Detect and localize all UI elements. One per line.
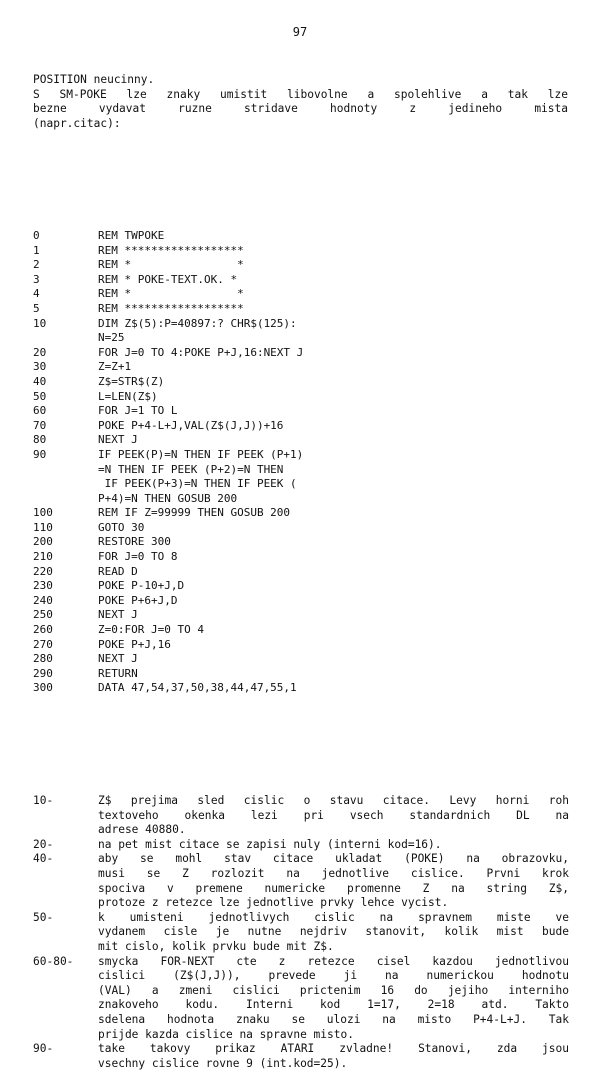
code-statement: IF PEEK(P)=N THEN IF PEEK (P+1) xyxy=(98,447,304,461)
line-number: 270 xyxy=(33,637,53,651)
note-text-line: cislici (Z$(J,J)), prevede ji na numerickou hodnotu xyxy=(98,969,569,983)
note-text-line: vydanem cisle je nutne nejdriv stanovit, kolik mist bude xyxy=(98,925,569,939)
note-line-ref: 40- xyxy=(33,852,54,866)
note-line-ref: 60-80- xyxy=(33,954,74,968)
line-notes xyxy=(33,794,569,1071)
code-statement: NEXT J xyxy=(98,652,138,666)
note-text xyxy=(98,911,569,955)
code-statement: P+4)=N THEN GOSUB 200 xyxy=(98,491,238,505)
code-statement: REM IF Z=99999 THEN GOSUB 200 xyxy=(98,506,291,520)
code-line xyxy=(33,273,553,288)
note-text-line: na pet mist citace se zapisi nuly (interni kod=16). xyxy=(98,837,442,851)
note-line-ref: 50- xyxy=(33,910,54,924)
code-line xyxy=(33,492,553,507)
note-text-line: (VAL) a zmeni cislici prictenim 16 do jejiho interniho xyxy=(98,983,569,997)
note-text-line: znakoveho kodu. Interni kod 1=17, 2=18 atd. Takto xyxy=(98,998,569,1012)
code-line xyxy=(33,463,553,478)
line-number: 240 xyxy=(33,593,53,607)
code-statement: DIM Z$(5):P=40897:? CHR$(125): xyxy=(98,316,297,330)
code-line xyxy=(33,317,553,332)
code-line xyxy=(33,521,553,536)
code-statement: NEXT J xyxy=(98,433,138,447)
note-text xyxy=(98,838,569,853)
code-statement: REM ****************** xyxy=(98,301,244,315)
code-line xyxy=(33,550,553,565)
note-line-ref: 90- xyxy=(33,1042,54,1056)
intro-line: POSITION neucinny. xyxy=(33,73,155,86)
code-statement: Z$=STR$(Z) xyxy=(98,374,165,388)
note-text-line: vsechny cislice rovne 9 (int.kod=25). xyxy=(98,1056,348,1070)
code-line xyxy=(33,375,553,390)
code-statement: REM * * xyxy=(98,287,244,301)
note-item xyxy=(33,1042,569,1071)
note-text xyxy=(98,794,569,838)
code-line xyxy=(33,667,553,682)
line-number: 210 xyxy=(33,550,53,564)
code-line xyxy=(33,419,553,434)
code-line xyxy=(33,565,553,580)
line-number xyxy=(33,331,98,346)
code-statement: N=25 xyxy=(98,331,125,345)
line-number: 260 xyxy=(33,623,53,637)
line-number: 90 xyxy=(33,447,47,461)
note-item xyxy=(33,838,569,853)
note-text-line: prijde kazda cislice na spravne misto. xyxy=(98,1027,354,1041)
code-statement: DATA 47,54,37,50,38,44,47,55,1 xyxy=(98,681,297,695)
code-line xyxy=(33,360,553,375)
code-statement: GOTO 30 xyxy=(98,520,145,534)
note-text xyxy=(98,1042,569,1071)
note-line-ref: 10- xyxy=(33,794,54,807)
line-number: 20 xyxy=(33,345,47,359)
line-number xyxy=(33,463,98,478)
code-statement: READ D xyxy=(98,564,138,578)
basic-program-listing xyxy=(33,229,553,696)
note-text xyxy=(98,852,569,910)
code-statement: =N THEN IF PEEK (P+2)=N THEN xyxy=(98,462,284,476)
note-text-line: take takovy prikaz ATARI zvladne! Stanovi, zda jsou xyxy=(98,1042,569,1056)
code-line xyxy=(33,652,553,667)
code-line xyxy=(33,244,553,259)
code-line xyxy=(33,404,553,419)
code-statement: Z=Z+1 xyxy=(98,360,132,374)
line-number: 30 xyxy=(33,360,47,374)
note-item xyxy=(33,911,569,955)
code-line xyxy=(33,258,553,273)
line-number: 230 xyxy=(33,579,53,593)
code-statement: FOR J=1 TO L xyxy=(98,404,178,418)
line-number: 2 xyxy=(33,258,40,272)
note-item xyxy=(33,852,569,910)
note-text-line: musi se Z rozlozit na jednotlive cislice. Prvni krok xyxy=(98,866,569,880)
line-number: 40 xyxy=(33,374,47,388)
code-line xyxy=(33,229,553,244)
note-text-line: smycka FOR-NEXT cte z retezce cisel kazdou jednotlivou xyxy=(98,954,569,968)
code-line xyxy=(33,506,553,521)
code-statement: REM ****************** xyxy=(98,243,244,257)
line-number: 1 xyxy=(33,243,40,257)
line-number: 220 xyxy=(33,564,53,578)
note-text-line: Z$ prejima sled cislic o stavu citace. Levy horni roh xyxy=(98,794,569,807)
note-item xyxy=(33,955,569,1043)
line-number: 300 xyxy=(33,681,53,695)
note-text xyxy=(98,955,569,1043)
code-line xyxy=(33,287,553,302)
code-line xyxy=(33,608,553,623)
code-statement: POKE P+4-L+J,VAL(Z$(J,J))+16 xyxy=(98,418,284,432)
line-number: 10 xyxy=(33,316,47,330)
code-statement: FOR J=0 TO 8 xyxy=(98,550,178,564)
code-statement: Z=0:FOR J=0 TO 4 xyxy=(98,623,204,637)
line-number: 280 xyxy=(33,652,53,666)
code-line xyxy=(33,638,553,653)
note-text-line: mit cislo, kolik prvku bude mit Z$. xyxy=(98,939,334,953)
code-line xyxy=(33,681,553,696)
code-statement: REM * POKE-TEXT.OK. * xyxy=(98,272,238,286)
note-text-line: k umisteni jednotlivych cislic na spravnem miste ve xyxy=(98,910,569,924)
line-number: 70 xyxy=(33,418,47,432)
code-line xyxy=(33,594,553,609)
code-statement: IF PEEK(P+3)=N THEN IF PEEK ( xyxy=(98,477,297,491)
code-line xyxy=(33,390,553,405)
code-line xyxy=(33,346,553,361)
code-line xyxy=(33,433,553,448)
code-statement: NEXT J xyxy=(98,608,138,622)
line-number: 80 xyxy=(33,433,47,447)
code-statement: FOR J=0 TO 4:POKE P+J,16:NEXT J xyxy=(98,345,304,359)
line-number: 3 xyxy=(33,272,40,286)
intro-line: (napr.citac): xyxy=(33,116,121,130)
line-number: 5 xyxy=(33,301,40,315)
line-number: 50 xyxy=(33,389,47,403)
line-number: 250 xyxy=(33,608,53,622)
line-number: 290 xyxy=(33,666,53,680)
note-text-line: spociva v premene numericke promenne Z na string Z$, xyxy=(98,881,569,895)
code-line xyxy=(33,579,553,594)
line-number: 200 xyxy=(33,535,53,549)
line-number: 0 xyxy=(33,229,40,242)
code-statement: POKE P+J,16 xyxy=(98,637,171,651)
code-line xyxy=(33,331,553,346)
code-line xyxy=(33,623,553,638)
note-line-ref: 20- xyxy=(33,837,54,851)
note-text-line: sdelena hodnota znaku se ulozi na misto P+4-L+J. Tak xyxy=(98,1012,569,1026)
code-statement: POKE P-10+J,D xyxy=(98,579,185,593)
line-number: 100 xyxy=(33,506,53,520)
intro-line: S SM-POKE lze znaky umistit libovolne a spolehlive a tak lze xyxy=(33,87,568,101)
note-text-line: textoveho okenka lezi pri vsech standardnich DL na xyxy=(98,808,569,822)
page-number: 97 xyxy=(292,25,308,39)
intro-paragraph xyxy=(33,73,568,131)
code-line xyxy=(33,448,553,463)
code-statement: REM TWPOKE xyxy=(98,229,165,242)
line-number: 4 xyxy=(33,287,40,301)
code-statement: REM * * xyxy=(98,258,244,272)
note-text-line: protoze z retezce lze jednotlive prvky lehce vycist. xyxy=(98,896,449,910)
code-line xyxy=(33,535,553,550)
note-text-line: adrese 40880. xyxy=(98,823,186,837)
code-statement: L=LEN(Z$) xyxy=(98,389,158,403)
intro-line: bezne vydavat ruzne stridave hodnoty z jedineho mista xyxy=(33,102,568,116)
code-statement: POKE P+6+J,D xyxy=(98,593,178,607)
line-number: 110 xyxy=(33,520,53,534)
note-text-line: aby se mohl stav citace ukladat (POKE) na obrazovku, xyxy=(98,852,569,866)
line-number: 60 xyxy=(33,404,47,418)
note-item xyxy=(33,794,569,838)
code-line xyxy=(33,477,553,492)
line-number xyxy=(33,492,98,507)
code-statement: RESTORE 300 xyxy=(98,535,171,549)
code-statement: RETURN xyxy=(98,666,138,680)
line-number xyxy=(33,477,98,492)
code-line xyxy=(33,302,553,317)
